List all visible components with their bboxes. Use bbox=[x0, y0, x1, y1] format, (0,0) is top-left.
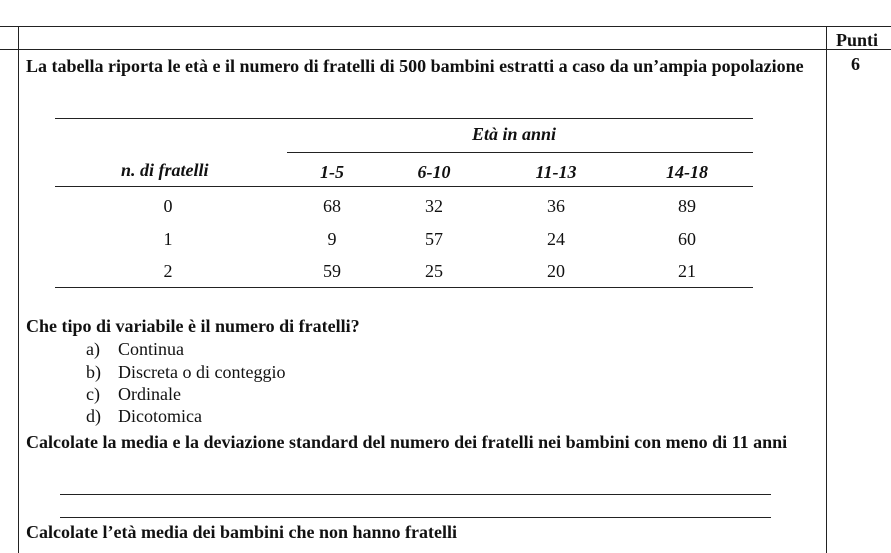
points-header: Punti bbox=[836, 30, 879, 50]
points-column-border bbox=[826, 26, 827, 553]
table-cell: 60 bbox=[678, 229, 696, 249]
question-3: Calcolate l’età media dei bambini che non hanno fratelli bbox=[26, 522, 457, 542]
group-header: Età in anni bbox=[472, 124, 557, 144]
option-text: Ordinale bbox=[118, 384, 181, 404]
column-header: 6-10 bbox=[417, 162, 451, 182]
option-c[interactable] bbox=[86, 384, 181, 405]
option-letter: c) bbox=[86, 384, 100, 404]
left-column-border bbox=[18, 26, 19, 553]
top-border bbox=[0, 26, 891, 27]
header-bottom-border bbox=[0, 49, 891, 50]
answer-line[interactable] bbox=[60, 517, 771, 518]
table-cell: 24 bbox=[547, 229, 565, 249]
table-cell: 20 bbox=[547, 261, 565, 281]
table-bottom-rule bbox=[55, 287, 753, 288]
table-cell: 59 bbox=[323, 261, 341, 281]
row-label: 0 bbox=[163, 196, 173, 216]
table-cell: 57 bbox=[425, 229, 443, 249]
row-label: 1 bbox=[163, 229, 173, 249]
table-cell: 21 bbox=[678, 261, 696, 281]
column-header: 1-5 bbox=[320, 162, 344, 182]
table-group-rule bbox=[287, 152, 753, 153]
option-letter: b) bbox=[86, 362, 101, 382]
option-letter: a) bbox=[86, 339, 100, 359]
table-header-rule bbox=[55, 186, 753, 187]
table-cell: 25 bbox=[425, 261, 443, 281]
table-cell: 9 bbox=[327, 229, 337, 249]
question-1: Che tipo di variabile è il numero di fratelli? bbox=[26, 316, 360, 336]
option-a[interactable] bbox=[86, 339, 184, 360]
option-b[interactable] bbox=[86, 362, 285, 383]
option-letter: d) bbox=[86, 406, 101, 426]
score-value: 6 bbox=[851, 54, 860, 74]
answer-line[interactable] bbox=[60, 494, 771, 495]
column-header: 14-18 bbox=[666, 162, 708, 182]
row-label: 2 bbox=[163, 261, 173, 281]
option-text: Discreta o di conteggio bbox=[118, 362, 286, 382]
intro-text: La tabella riporta le età e il numero di fratelli di 500 bambini estratti a caso da un’ampia popolazione bbox=[26, 56, 804, 76]
option-d[interactable] bbox=[86, 406, 202, 427]
table-cell: 68 bbox=[323, 196, 341, 216]
table-cell: 36 bbox=[547, 196, 565, 216]
table-top-rule bbox=[55, 118, 753, 119]
option-text: Dicotomica bbox=[118, 406, 202, 426]
table-cell: 89 bbox=[678, 196, 696, 216]
column-header: 11-13 bbox=[535, 162, 577, 182]
question-2: Calcolate la media e la deviazione standard del numero dei fratelli nei bambini con meno di 11 anni bbox=[26, 432, 788, 452]
row-header: n. di fratelli bbox=[121, 160, 209, 180]
table-cell: 32 bbox=[425, 196, 443, 216]
option-text: Continua bbox=[118, 339, 184, 359]
